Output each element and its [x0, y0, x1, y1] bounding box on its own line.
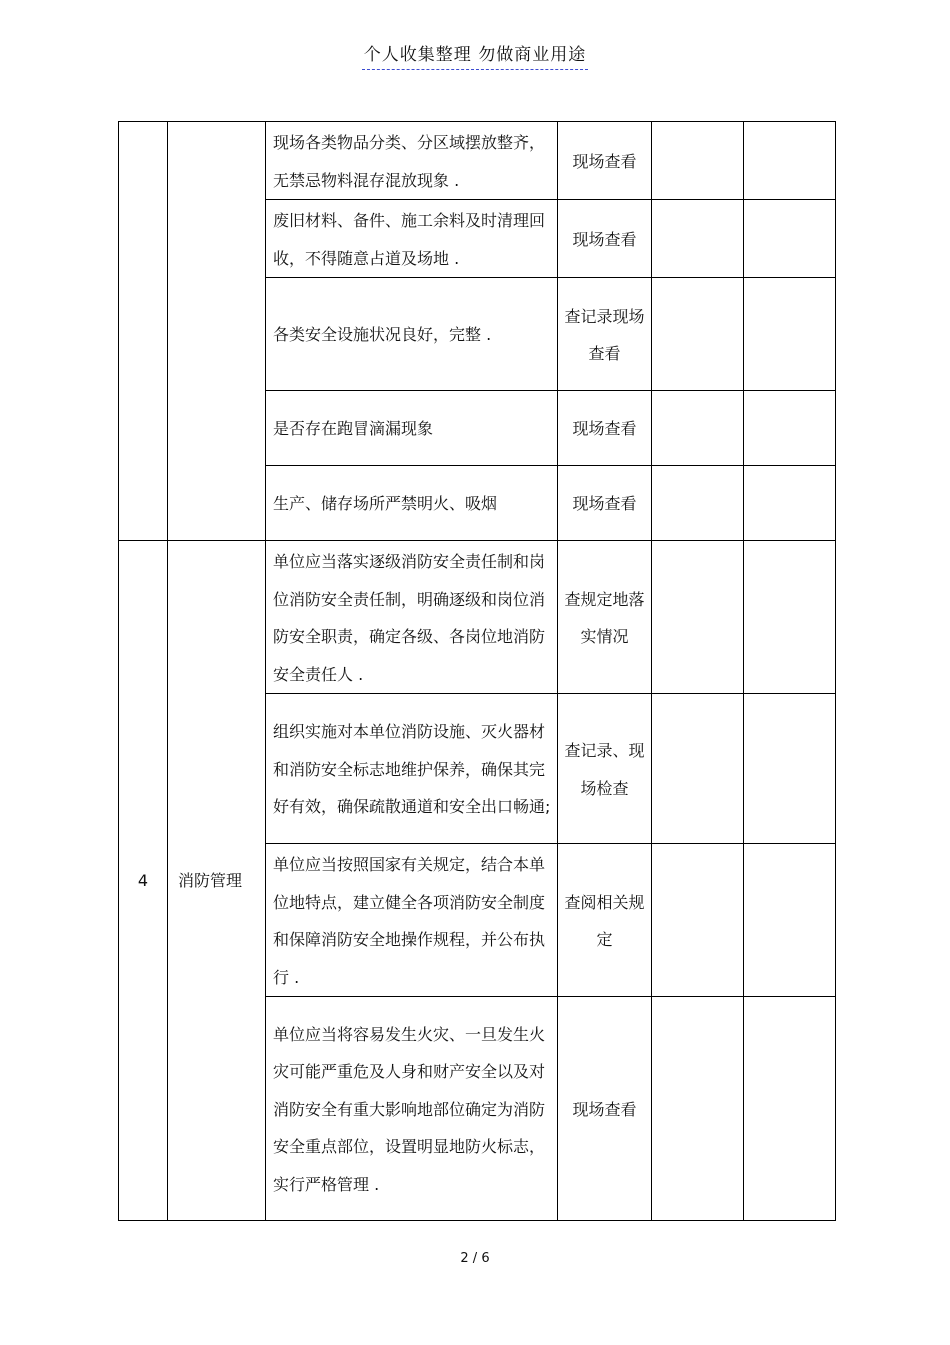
blank-cell	[744, 541, 836, 694]
item-cell: 组织实施对本单位消防设施、灭火器材和消防安全标志地维护保养，确保其完好有效，确保疏散通道和安全出口畅通;	[266, 694, 558, 844]
blank-cell	[744, 844, 836, 997]
method-cell: 现场查看	[558, 391, 652, 466]
blank-cell	[652, 122, 744, 200]
category-cell	[168, 122, 266, 541]
blank-cell	[652, 466, 744, 541]
method-cell: 现场查看	[558, 997, 652, 1221]
item-cell: 是否存在跑冒滴漏现象	[266, 391, 558, 466]
blank-cell	[652, 844, 744, 997]
blank-cell	[744, 997, 836, 1221]
blank-cell	[652, 278, 744, 391]
item-cell: 单位应当将容易发生火灾、一旦发生火灾可能严重危及人身和财产安全以及对消防安全有重大影响地部位确定为消防安全重点部位，设置明显地防火标志，实行严格管理 .	[266, 997, 558, 1221]
blank-cell	[652, 200, 744, 278]
page-header	[0, 40, 950, 70]
blank-cell	[744, 278, 836, 391]
method-cell: 查阅相关规定	[558, 844, 652, 997]
item-cell: 现场各类物品分类、分区域摆放整齐，无禁忌物料混存混放现象 .	[266, 122, 558, 200]
blank-cell	[744, 200, 836, 278]
blank-cell	[744, 122, 836, 200]
blank-cell	[744, 391, 836, 466]
item-cell: 单位应当按照国家有关规定，结合本单位地特点，建立健全各项消防安全制度和保障消防安全地操作规程，并公布执行 .	[266, 844, 558, 997]
blank-cell	[744, 466, 836, 541]
blank-cell	[652, 997, 744, 1221]
method-cell: 现场查看	[558, 122, 652, 200]
item-cell: 各类安全设施状况良好，完整 .	[266, 278, 558, 391]
method-cell: 查记录、现场检查	[558, 694, 652, 844]
page-number: 2 / 6	[460, 1251, 490, 1266]
header-note: 个人收集整理 勿做商业用途	[362, 40, 588, 70]
item-cell: 废旧材料、备件、施工余料及时清理回收，不得随意占道及场地 .	[266, 200, 558, 278]
blank-cell	[652, 694, 744, 844]
method-cell: 查记录现场查看	[558, 278, 652, 391]
item-cell: 单位应当落实逐级消防安全责任制和岗位消防安全责任制，明确逐级和岗位消防安全职责，确定各级、各岗位地消防安全责任人 .	[266, 541, 558, 694]
inspection-table	[118, 121, 836, 1221]
method-cell: 现场查看	[558, 466, 652, 541]
method-cell: 现场查看	[558, 200, 652, 278]
number-cell: 4	[119, 541, 168, 1221]
item-cell: 生产、储存场所严禁明火、吸烟	[266, 466, 558, 541]
blank-cell	[652, 391, 744, 466]
category-cell: 消防管理	[168, 541, 266, 1221]
method-cell: 查规定地落实情况	[558, 541, 652, 694]
number-cell	[119, 122, 168, 541]
blank-cell	[652, 541, 744, 694]
table-row	[119, 122, 836, 200]
table-row	[119, 541, 836, 694]
blank-cell	[744, 694, 836, 844]
